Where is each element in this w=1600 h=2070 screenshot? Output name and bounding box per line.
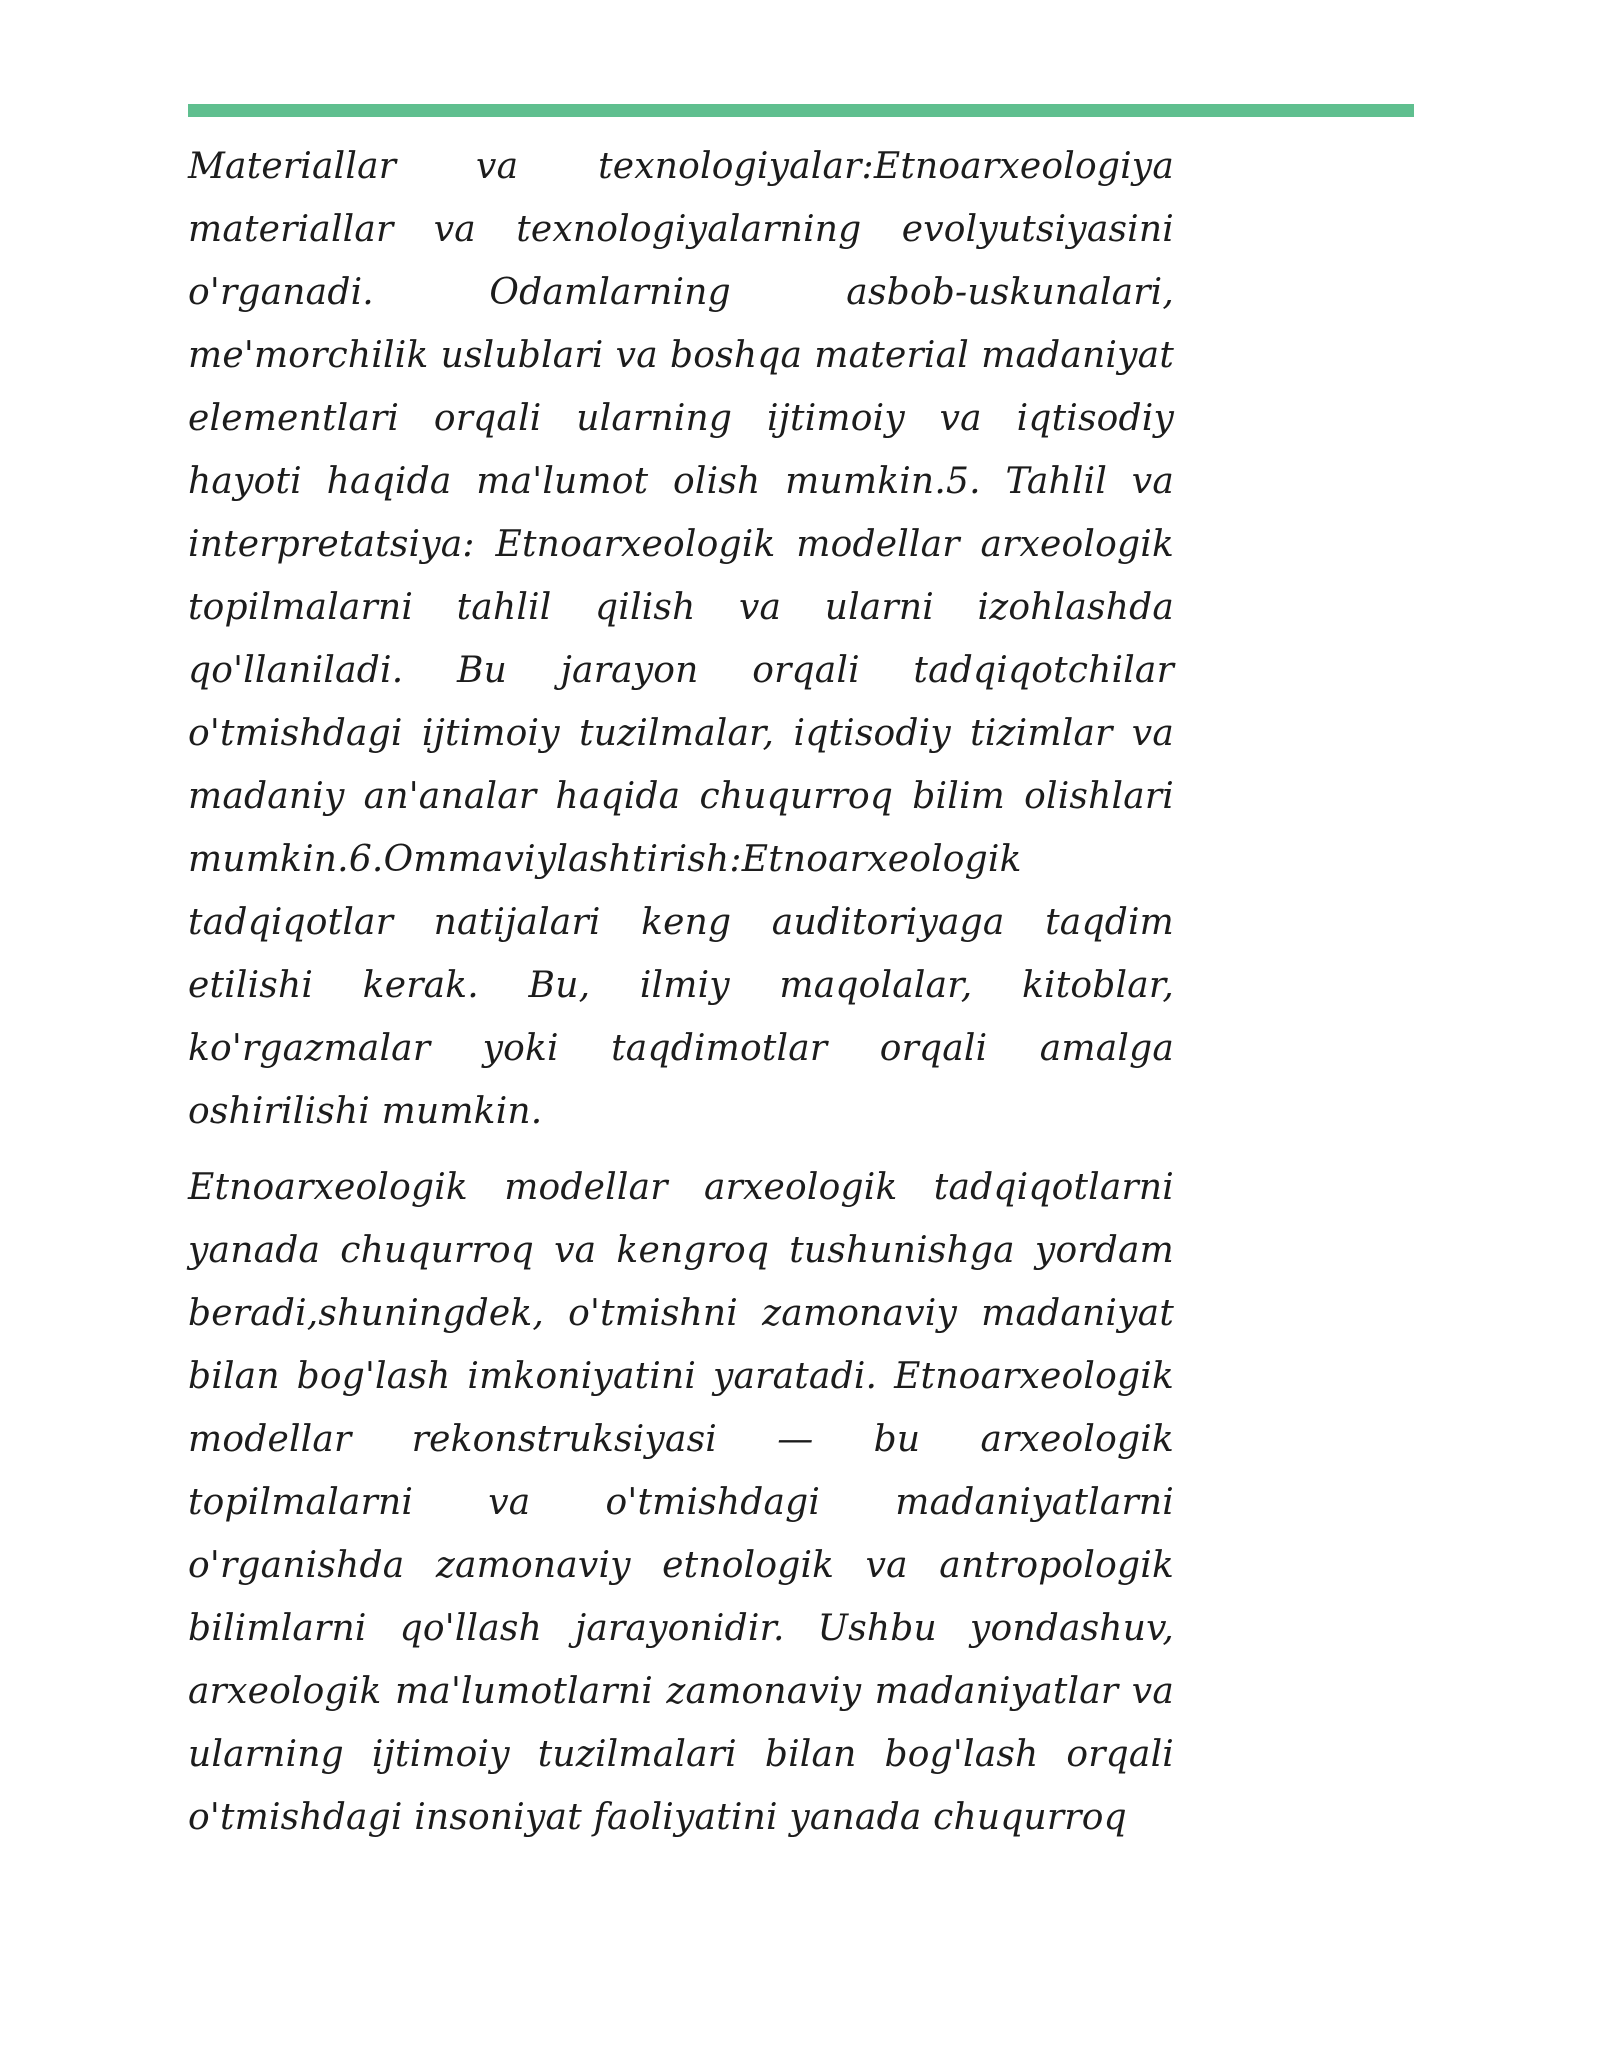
- top-accent-rule: [188, 104, 1414, 117]
- body-text: [188, 135, 1174, 1849]
- paragraph-2: Etnoarxeologik modellar arxeologik tadqiqotlarni yanada chuqurroq va kengroq tushunishga yordam beradi,shuningdek, o'tmishni zamonaviy madaniyat bilan bog'lash imkoniyatini yaratadi. Etnoarxeologik modellar rekonstruksiyasi — bu arxeologik topilmalarni va o'tmishdagi madaniyatlarni o'rganishda zamonaviy etnologik va antropologik bilimlarni qo'llash jarayonidir. Ushbu yondashuv, arxeologik ma'lumotlarni zamonaviy madaniyatlar va ularning ijtimoiy tuzilmalari bilan bog'lash orqali o'tmishdagi insoniyat faoliyatini yanada chuqurroq: [188, 1167, 1174, 1838]
- paragraph-1: Materiallar va texnologiyalar:Etnoarxeologiya materiallar va texnologiyalarning evolyutsiyasini o'rganadi. Odamlarning asbob-uskunalari, me'morchilik uslublari va boshqa material madaniyat elementlari orqali ularning ijtimoiy va iqtisodiy hayoti haqida ma'lumot olish mumkin.5. Tahlil va interpretatsiya: Etnoarxeologik modellar arxeologik topilmalarni tahlil qilish va ularni izohlashda qo'llaniladi. Bu jarayon orqali tadqiqotchilar o'tmishdagi ijtimoiy tuzilmalar, iqtisodiy tizimlar va madaniy an'analar haqida chuqurroq bilim olishlari mumkin.6.Ommaviylashtirish:Etnoarxeologik tadqiqotlar natijalari keng auditoriyaga taqdim etilishi kerak. Bu, ilmiy maqolalar, kitoblar, ko'rgazmalar yoki taqdimotlar orqali amalga oshirilishi mumkin.: [188, 146, 1174, 1132]
